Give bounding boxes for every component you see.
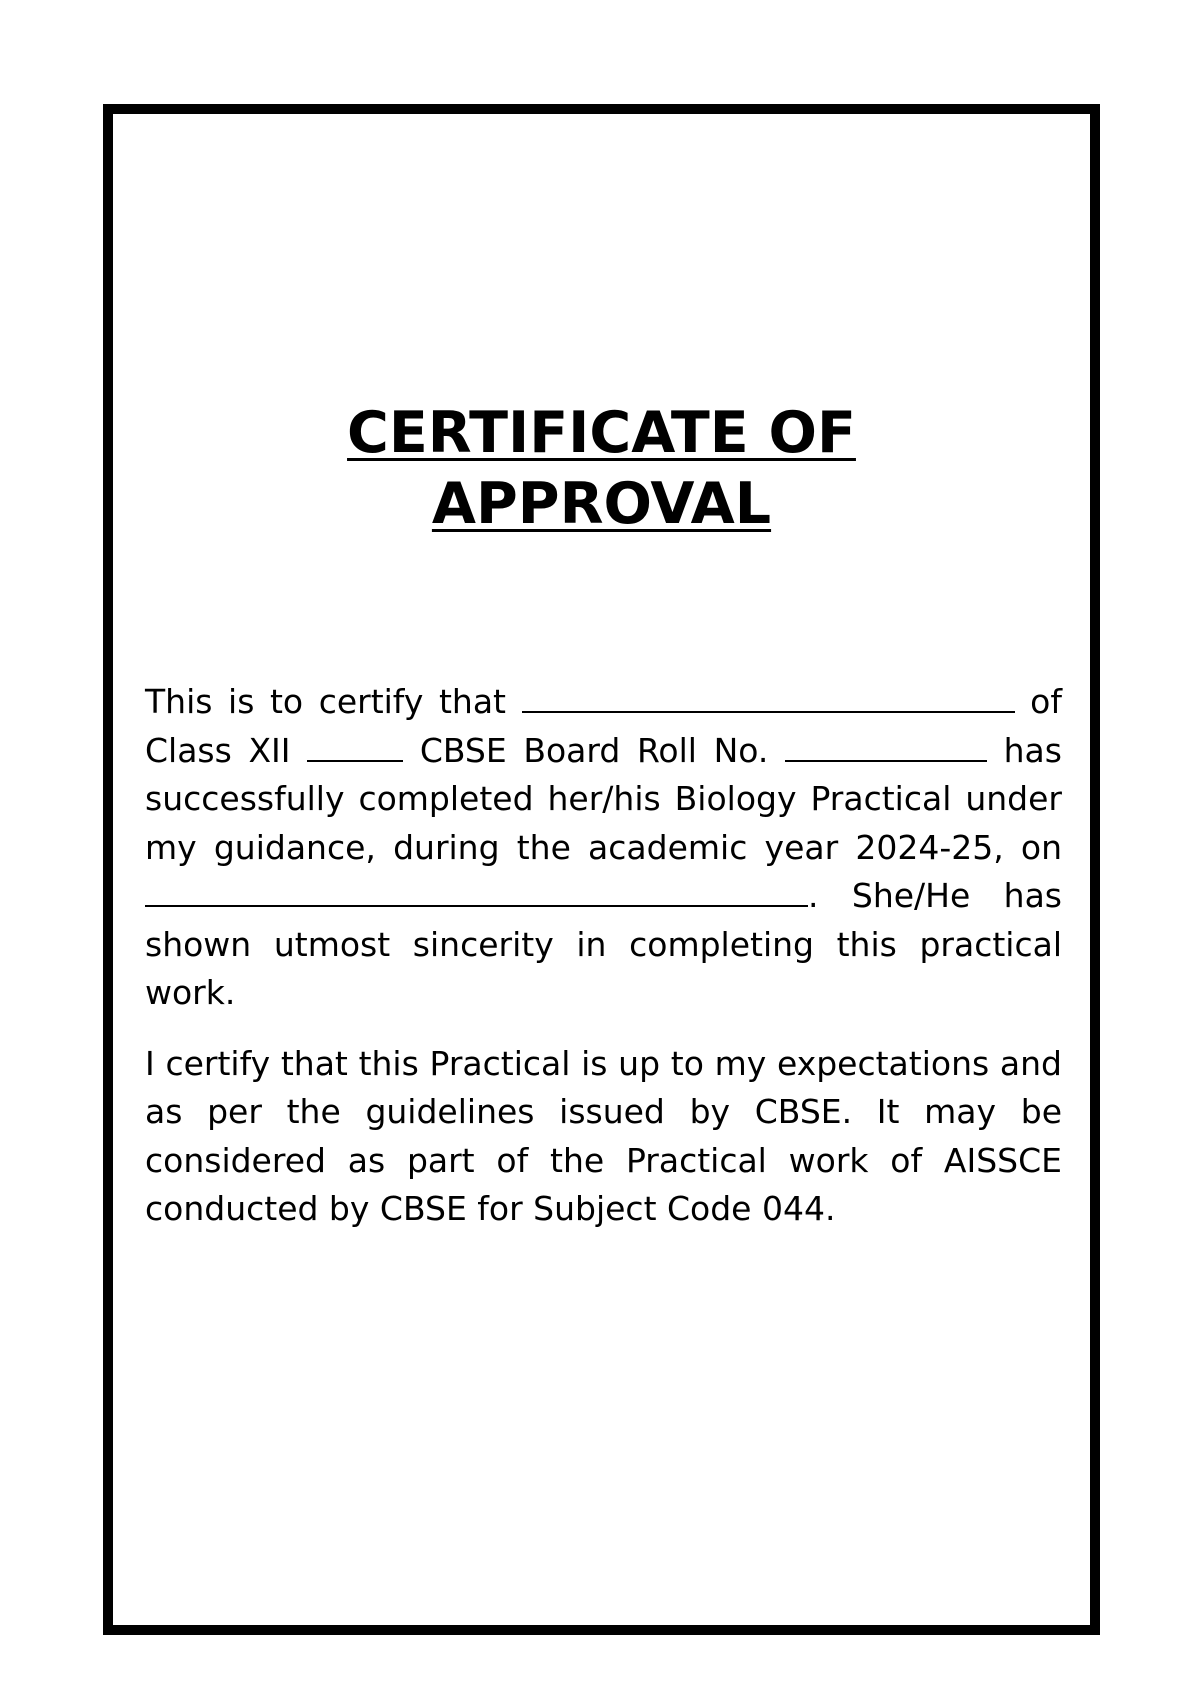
certificate-body (145, 678, 1062, 1256)
certificate-title (103, 398, 1100, 540)
title-line-2: APPROVAL (431, 471, 772, 537)
class-label: of Class XII (145, 682, 1062, 770)
student-name-blank[interactable] (522, 679, 1015, 713)
roll-no-label: CBSE Board Roll No. (419, 730, 769, 770)
approval-paragraph: I certify that this Practical is up to my expectations and as per the guidelines issued by CBSE. It may be considered as part of the Practical work of AISSCE conducted by CBSE for Subject Code 044. (145, 1043, 1062, 1228)
sincerity-text: . She/He has shown utmost sincerity in completing this practical work. (145, 876, 1062, 1012)
roll-number-blank[interactable] (785, 728, 987, 762)
title-line-1: CERTIFICATE OF (347, 400, 856, 466)
page-border-top-rule (103, 104, 1100, 107)
date-blank[interactable] (145, 873, 808, 907)
certify-intro: This is to certify that (145, 682, 506, 721)
completion-text: has successfully completed her/his Biology Practical under my guidance, during the academic year 2024-25, on (145, 730, 1062, 867)
certify-paragraph (145, 678, 1062, 1018)
section-blank[interactable] (307, 728, 403, 762)
